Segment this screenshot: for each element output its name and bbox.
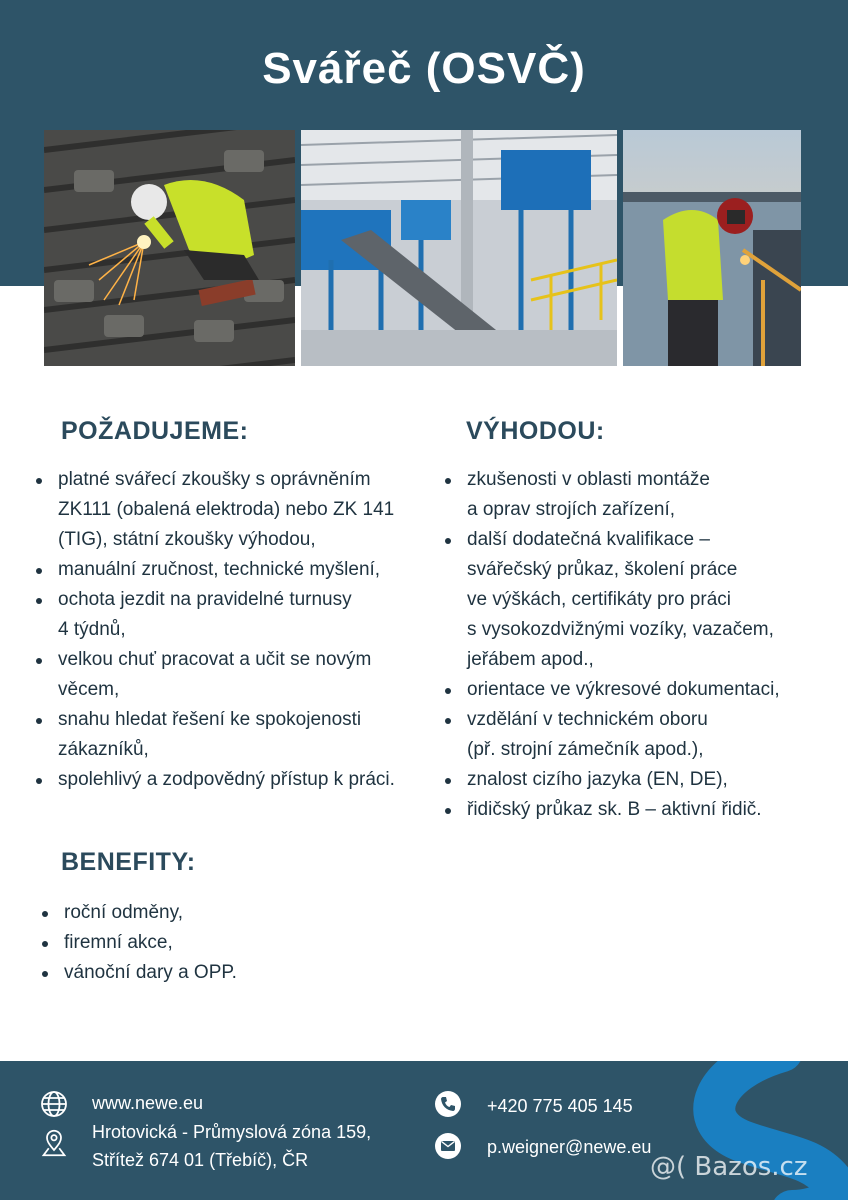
benefit-item <box>42 898 422 928</box>
address-line-1: Hrotovická - Průmyslová zóna 159, <box>92 1122 372 1142</box>
benefit-item <box>42 958 422 988</box>
globe-icon <box>40 1090 68 1118</box>
advantage-item-line: znalost cizího jazyka (EN, DE), <box>467 769 728 790</box>
benefit-item-line: roční odměny, <box>64 902 183 923</box>
requirement-item <box>36 555 441 585</box>
advantage-item-line: vzdělání v technickém oboru <box>467 709 708 730</box>
requirement-item-line: (TIG), státní zkoušky výhodou, <box>58 529 316 550</box>
requirement-item <box>36 705 441 765</box>
requirements-list <box>36 465 441 795</box>
requirement-item-line: spolehlivý a zodpovědný přístup k práci. <box>58 769 395 790</box>
benefit-item-line: firemní akce, <box>64 932 173 953</box>
advantage-item-line: (př. strojní zámečník apod.), <box>467 739 704 760</box>
requirement-item-line: ochota jezdit na pravidelné turnusy <box>58 589 352 610</box>
requirement-item-line: zákazníků, <box>58 739 149 760</box>
welder-photo <box>44 130 295 366</box>
advantage-item-line: jeřábem apod., <box>467 649 594 670</box>
factory-line-photo <box>301 130 617 366</box>
advantage-item-line: a oprav strojích zařízení, <box>467 499 676 520</box>
requirements-heading: POŽADUJEME: <box>61 417 249 445</box>
requirement-item-line: ZK111 (obalená elektroda) nebo ZK 141 <box>58 499 395 520</box>
advantage-item-line: další dodatečná kvalifikace – <box>467 529 710 550</box>
advantage-item-line: svářečský průkaz, školení práce <box>467 559 738 580</box>
mail-icon <box>434 1132 462 1160</box>
advantage-item <box>445 675 840 705</box>
requirement-item-line: manuální zručnost, technické myšlení, <box>58 559 381 580</box>
benefit-item-line: vánoční dary a OPP. <box>64 962 237 983</box>
worker-at-height-photo <box>623 130 801 366</box>
page-title: Svářeč (OSVČ) <box>262 44 586 93</box>
advantage-item <box>445 795 840 825</box>
benefit-item <box>42 928 422 958</box>
requirement-item-line: snahu hledat řešení ke spokojenosti <box>58 709 362 730</box>
requirement-item <box>36 585 441 645</box>
advantages-list <box>445 465 840 825</box>
advantage-item-line: ve výškách, certifikáty pro práci <box>467 589 731 610</box>
email-link[interactable]: p.weigner@newe.eu <box>487 1137 652 1157</box>
advantage-item <box>445 465 840 525</box>
location-pin-icon <box>40 1129 68 1157</box>
benefits-heading: BENEFITY: <box>61 848 196 876</box>
address-line-2: Střítež 674 01 (Třebíč), ČR <box>92 1150 309 1170</box>
requirement-item-line: 4 týdnů, <box>58 619 126 640</box>
advantage-item-line: s vysokozdvižnými vozíky, vazačem, <box>467 619 774 640</box>
advantage-item <box>445 705 840 765</box>
requirement-item-line: platné svářecí zkoušky s oprávněním <box>58 469 371 490</box>
phone-link[interactable]: +420 775 405 145 <box>487 1096 633 1116</box>
requirement-item-line: velkou chuť pracovat a učit se novým <box>58 649 372 670</box>
benefits-list <box>42 898 422 988</box>
phone-icon <box>434 1090 462 1118</box>
requirement-item <box>36 465 441 555</box>
bazos-watermark: @( Bazos.cz <box>650 1152 808 1182</box>
advantage-item <box>445 525 840 675</box>
advantage-item-line: řidičský průkaz sk. B – aktivní řidič. <box>467 799 762 820</box>
advantage-item <box>445 765 840 795</box>
advantages-heading: VÝHODOU: <box>466 417 605 445</box>
requirement-item <box>36 645 441 705</box>
website-link[interactable]: www.newe.eu <box>92 1093 204 1113</box>
advantage-item-line: orientace ve výkresové dokumentaci, <box>467 679 780 700</box>
requirement-item <box>36 765 441 795</box>
requirement-item-line: věcem, <box>58 679 120 700</box>
advantage-item-line: zkušenosti v oblasti montáže <box>467 469 710 490</box>
